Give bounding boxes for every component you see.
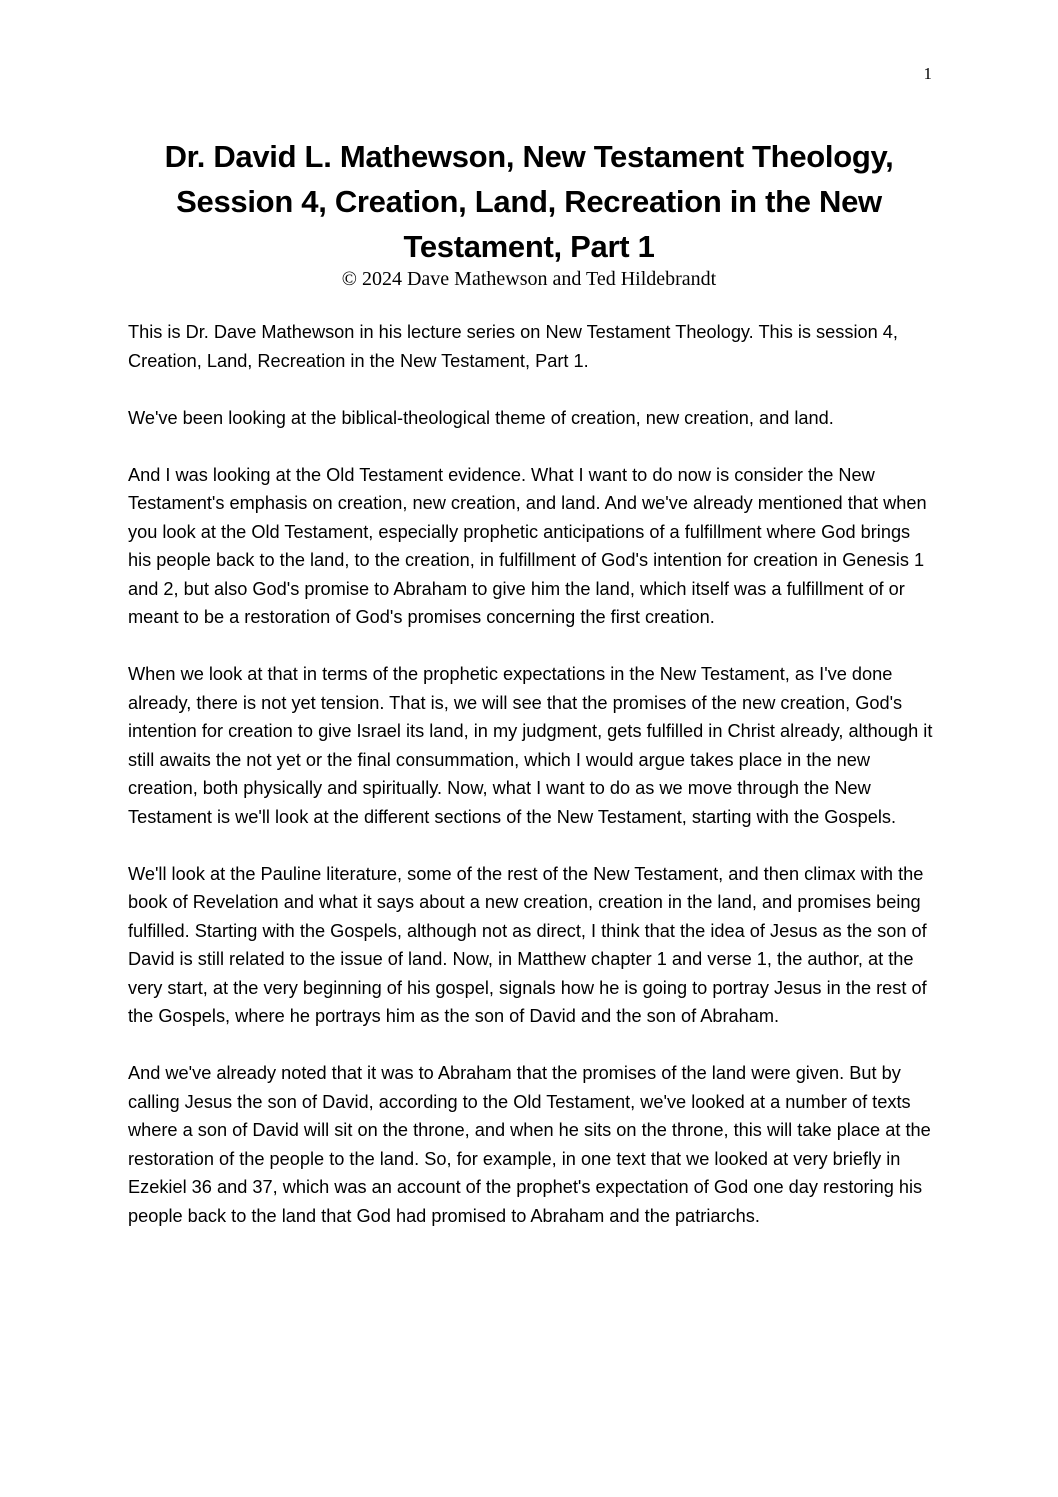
paragraph-1: This is Dr. Dave Mathewson in his lecture series on New Testament Theology. This is session 4, Creation, Land, Recreation in the New Testament, Part 1. [128,322,898,371]
paragraph-5: We'll look at the Pauline literature, some of the rest of the New Testament, and then climax with the book of Revelation and what it says about a new creation, creation in the land, and promises being fulfilled. Starting with the Gospels, although not as direct, I think that the idea of Jesus as the son of David is still related to the issue of land. Now, in Matthew chapter 1 and verse 1, the author, at the very start, at the very beginning of his gospel, signals how he is going to portray Jesus in the rest of the Gospels, where he portrays him as the son of David and the son of Abraham. [128,863,927,1026]
paragraph-4: When we look at that in terms of the prophetic expectations in the New Testament, as I've done already, there is not yet tension. That is, we will see that the promises of the new creation, God's intention for creation to give Israel its land, in my judgment, gets fulfilled in Christ already, although it still awaits the not yet or the final consummation, which I would argue takes place in the new creation, both physically and spiritually. Now, what I want to do as we move through the New Testament is we'll look at the different sections of the New Testament, starting with the Gospels. [128,664,933,827]
page-title: Dr. David L. Mathewson, New Testament Theology, Session 4, Creation, Land, Recreation in the New Testament, Part 1 [164,139,894,264]
body-text [128,318,938,1259]
paragraph-3: And I was looking at the Old Testament evidence. What I want to do now is consider the New Testament's emphasis on creation, new creation, and land. And we've already mentioned that when you look at the Old Testament, especially prophetic anticipations of a fulfillment where God brings his people back to the land, to the creation, in fulfillment of God's intention for creation in Genesis 1 and 2, but also God's promise to Abraham to give him the land, which itself was a fulfillment of or meant to be a restoration of God's promises concerning the first creation. [128,464,927,627]
paragraph-2: We've been looking at the biblical-theological theme of creation, new creation, and land. [128,407,834,428]
paragraph-6: And we've already noted that it was to Abraham that the promises of the land were given. But by calling Jesus the son of David, according to the Old Testament, we've looked at a number of texts where a son of David will sit on the throne, and when he sits on the throne, this will take place at the restoration of the people to the land. So, for example, in one text that we looked at very briefly in Ezekiel 36 and 37, which was an account of the prophet's expectation of God one day restoring his people back to the land that God had promised to Abraham and the patriarchs. [128,1063,931,1226]
page-number: 1 [923,64,932,83]
copyright-line: © 2024 Dave Mathewson and Ted Hildebrandt [341,268,717,290]
